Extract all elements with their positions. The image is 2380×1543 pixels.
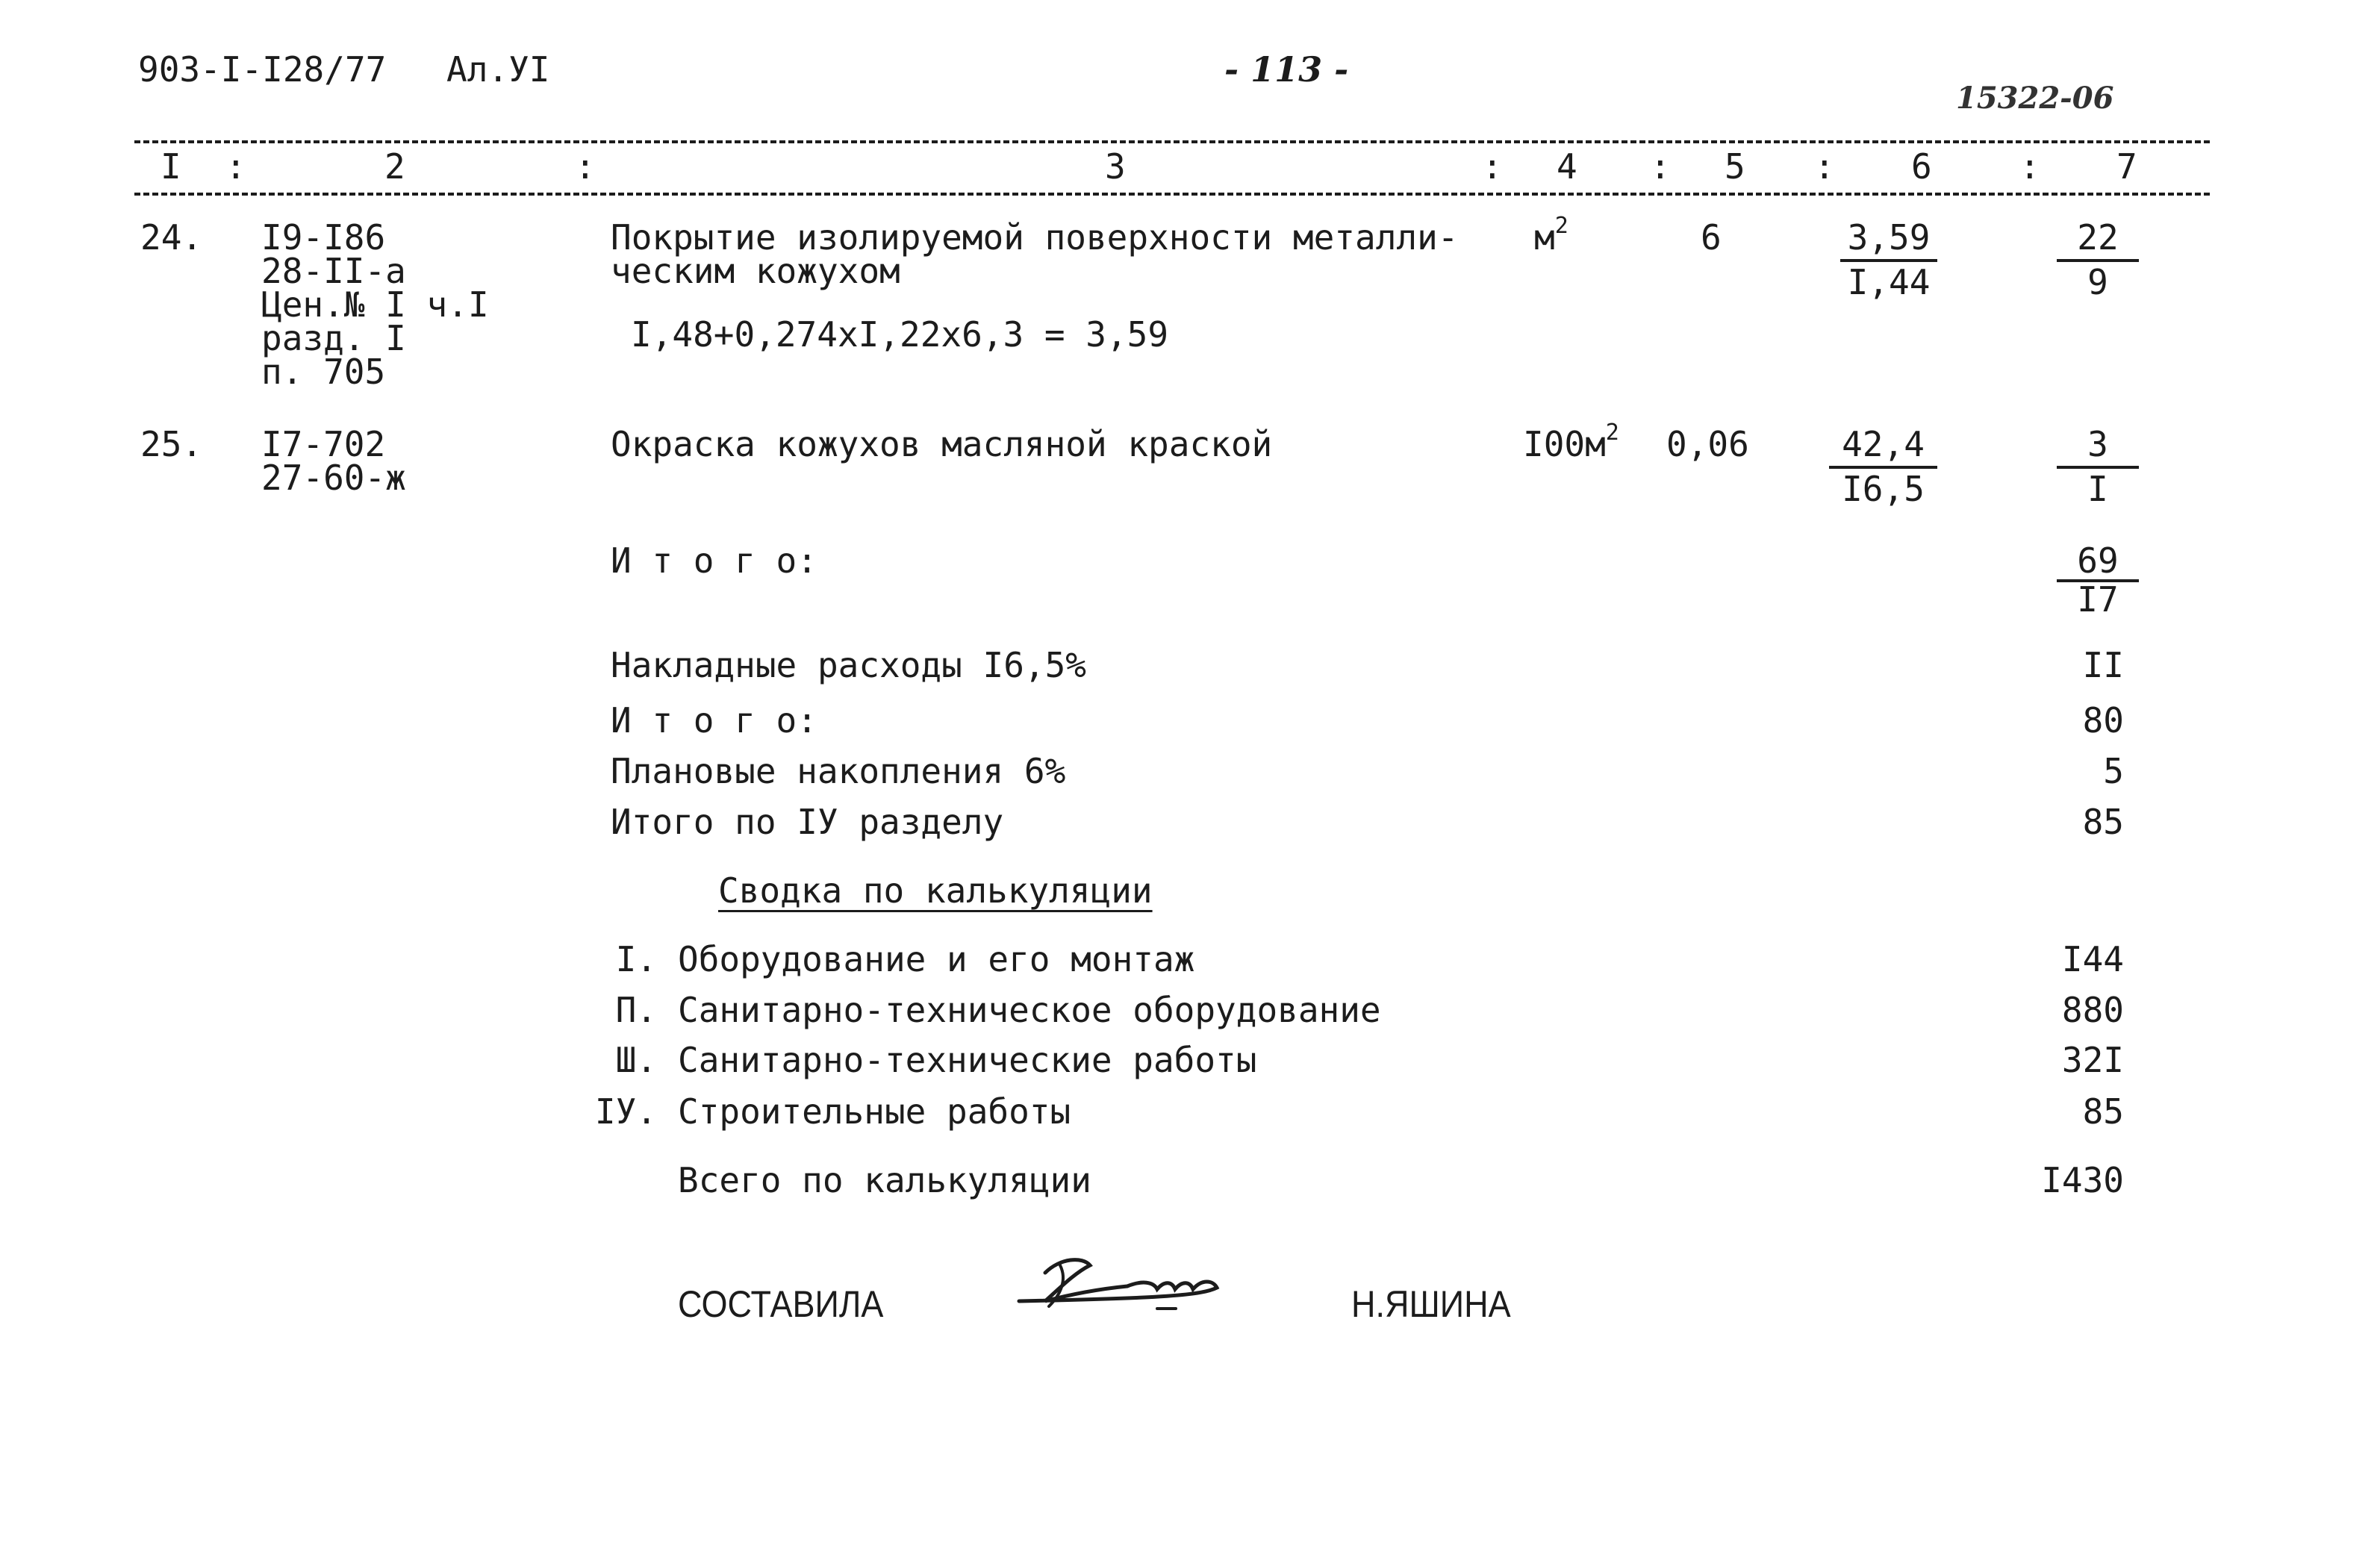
page-number: - 113 - [1224, 49, 1349, 90]
row-unit-price [1840, 217, 1937, 302]
total-denominator: I [2087, 469, 2108, 509]
unit-exponent: 2 [1605, 420, 1619, 446]
unit-base: м [1534, 217, 1555, 258]
summary-item-value: I44 [2061, 939, 2124, 979]
row-code: 28-II-a [261, 251, 406, 291]
header-rule-top [134, 140, 2210, 143]
album-number: Ал.УI [446, 49, 550, 90]
summary-item-value: 32I [2061, 1040, 2124, 1080]
row-code: I7-702 [261, 424, 386, 464]
summary-item-label: Строительные работы [678, 1091, 1071, 1132]
subtotal-label: И т о г о: [611, 540, 817, 581]
overhead-value: II [2082, 645, 2124, 685]
signature-role: СОСТАВИЛА [678, 1283, 884, 1325]
row-code: Цен.№ I ч.I [261, 284, 489, 325]
total-numerator: 3 [2087, 424, 2108, 464]
price-denominator: I,44 [1847, 262, 1931, 302]
total-denominator: 9 [2087, 262, 2108, 302]
subtotal-denominator: I7 [2077, 579, 2119, 620]
column-separator: : [1814, 146, 1835, 187]
handwritten-signature [1015, 1243, 1239, 1325]
doc-code: 903-I-I28/77 [138, 49, 387, 90]
summary-item-label: Санитарно-технические работы [678, 1040, 1257, 1080]
row-total-cost [2057, 424, 2139, 509]
subtotal-value [2057, 540, 2139, 620]
unit-base: I00м [1523, 424, 1606, 464]
column-header-1: I [161, 146, 181, 187]
subtotal2-label: И т о г о: [611, 700, 817, 741]
grand-total-label: Всего по калькуляции [678, 1160, 1091, 1200]
grand-total-value: I430 [2041, 1160, 2124, 1200]
section-total-label: Итого по IУ разделу [611, 802, 1004, 842]
archive-number: 15322-06 [1956, 81, 2114, 116]
total-numerator: 22 [2077, 217, 2119, 258]
row-code: 27-60-ж [261, 458, 406, 498]
summary-item-value: 880 [2061, 990, 2124, 1030]
row-description: Окраска кожухов масляной краской [611, 424, 1273, 464]
row-unit-price [1829, 424, 1937, 509]
planned-savings-value: 5 [2103, 751, 2124, 791]
signatory-name: Н.ЯШИНА [1351, 1283, 1511, 1325]
row-formula: I,48+0,274xI,22x6,3 = 3,59 [631, 314, 1169, 355]
price-numerator: 3,59 [1847, 217, 1931, 258]
row-number: 24. [140, 217, 203, 258]
subtotal2-value: 80 [2082, 700, 2124, 741]
row-description: Покрытие изолируемой поверхности металли- [611, 217, 1459, 258]
column-header-7: 7 [2116, 146, 2137, 187]
row-unit [1534, 213, 1569, 258]
column-header-2: 2 [384, 146, 405, 187]
summary-item-number: I. [615, 939, 657, 979]
column-separator: : [1482, 146, 1503, 187]
column-header-3: 3 [1105, 146, 1126, 187]
summary-item-number: IУ. [594, 1091, 657, 1132]
column-header-5: 5 [1725, 146, 1745, 187]
subtotal-numerator: 69 [2077, 540, 2119, 581]
row-description: ческим кожухом [611, 251, 900, 291]
row-code: разд. I [261, 318, 406, 358]
summary-title: Сводка по калькуляции [718, 870, 1153, 911]
column-header-4: 4 [1557, 146, 1577, 187]
planned-savings-label: Плановые накопления 6% [611, 751, 1066, 791]
row-code: п. 705 [261, 352, 386, 392]
column-separator: : [2019, 146, 2040, 187]
row-code: I9-I86 [261, 217, 386, 258]
summary-item-label: Санитарно-техническое оборудование [678, 990, 1381, 1030]
summary-item-number: П. [615, 990, 657, 1030]
row-total-cost [2057, 217, 2139, 302]
summary-item-label: Оборудование и его монтаж [678, 939, 1195, 979]
overhead-label: Накладные расходы I6,5% [611, 645, 1086, 685]
column-separator: : [575, 146, 596, 187]
price-numerator: 42,4 [1842, 424, 1925, 464]
column-separator: : [1650, 146, 1671, 187]
row-number: 25. [140, 424, 203, 464]
column-header-6: 6 [1911, 146, 1932, 187]
unit-exponent: 2 [1554, 213, 1569, 239]
row-quantity: 0,06 [1666, 424, 1749, 464]
section-total-value: 85 [2082, 802, 2124, 842]
summary-item-value: 85 [2082, 1091, 2124, 1132]
header-rule-bottom [134, 193, 2210, 196]
summary-item-number: Ш. [615, 1040, 657, 1080]
row-quantity: 6 [1701, 217, 1722, 258]
row-unit [1523, 420, 1619, 464]
column-separator: : [225, 146, 246, 187]
price-denominator: I6,5 [1842, 469, 1925, 509]
